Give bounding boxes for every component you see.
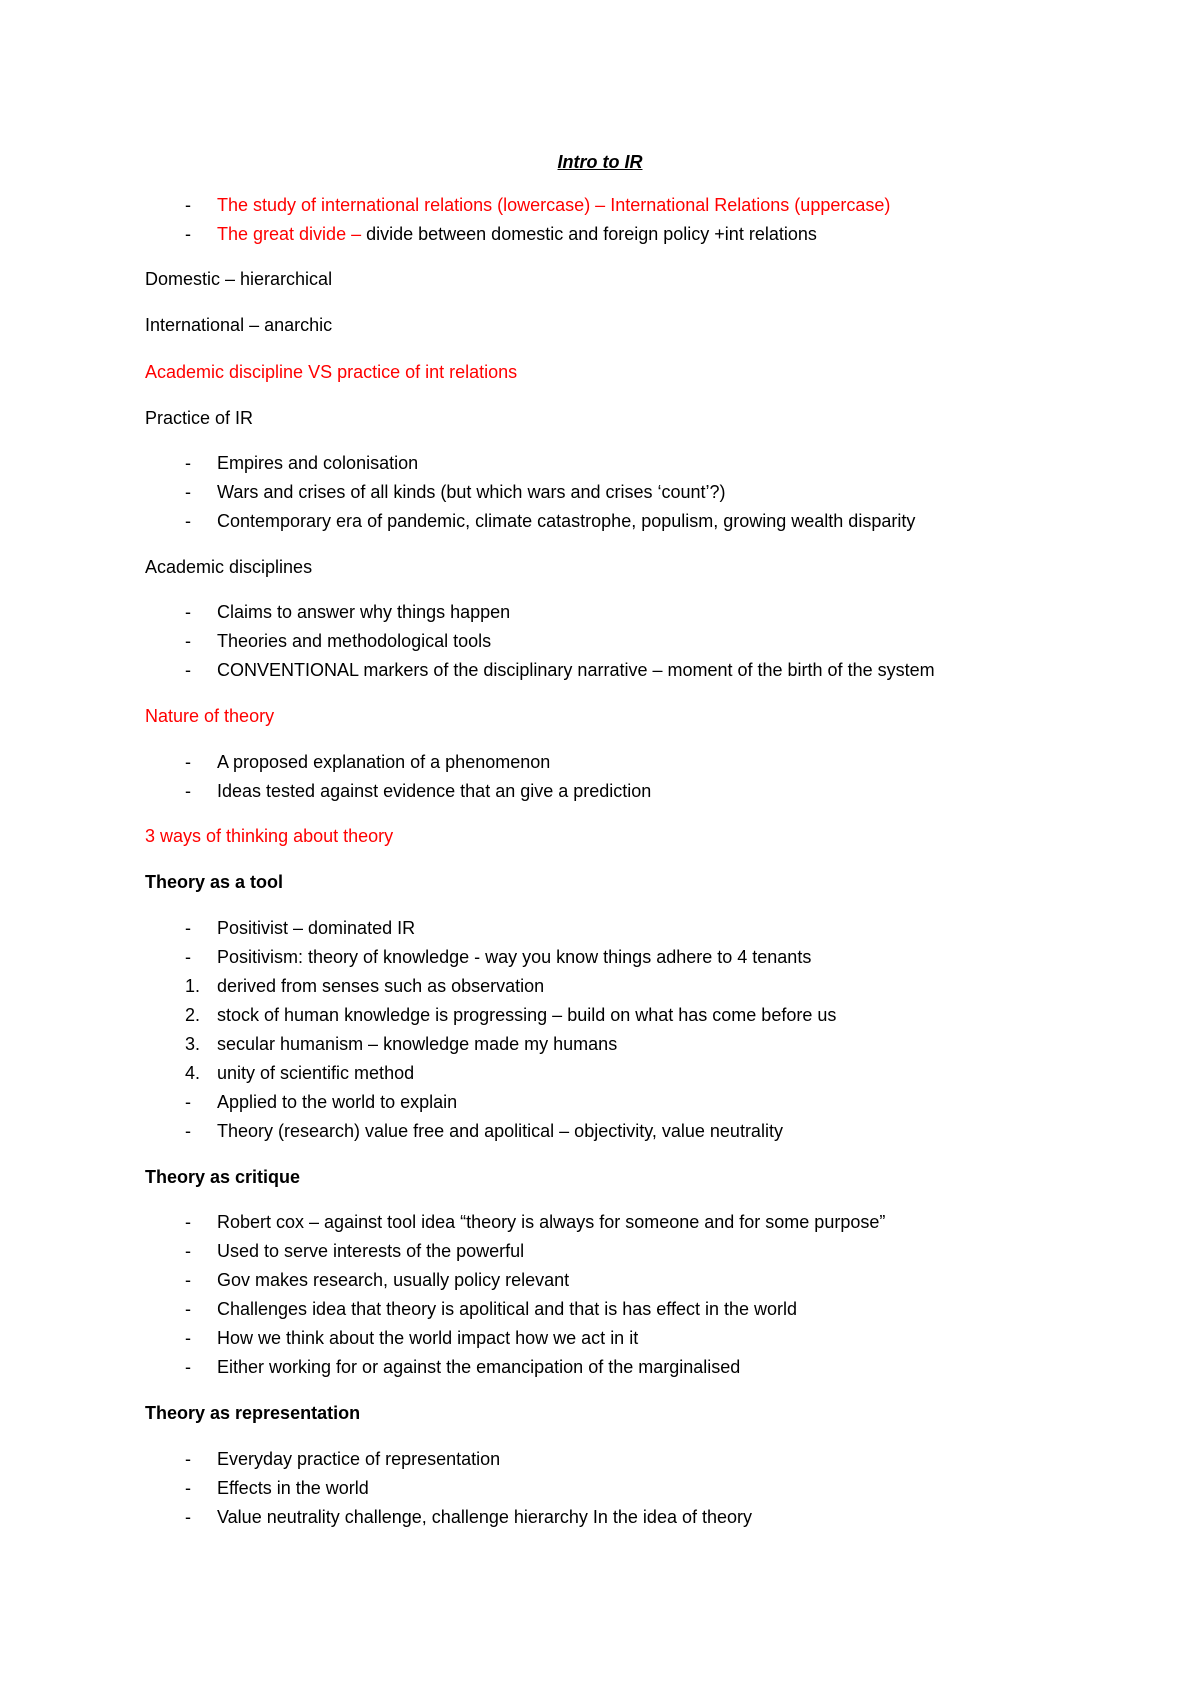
list-item-text: Either working for or against the emancipation of the marginalised <box>217 1357 741 1377</box>
list-item: - Contemporary era of pandemic, climate catastrophe, populism, growing wealth disparity <box>185 511 916 531</box>
list-item-text: Wars and crises of all kinds (but which wars and crises ‘count’?) <box>217 482 726 502</box>
list-item-text: A proposed explanation of a phenomenon <box>217 752 551 772</box>
tool-heading: Theory as a tool <box>145 872 284 892</box>
list-item: - Positivism: theory of knowledge - way you know things adhere to 4 tenants <box>185 947 812 967</box>
list-item-text: Empires and colonisation <box>217 453 419 473</box>
list-item: - Challenges idea that theory is apolitical and that is has effect in the world <box>185 1299 798 1319</box>
bullet-marker: - <box>185 224 191 244</box>
list-item-text: The great divide – <box>217 224 367 244</box>
list-item: - Value neutrality challenge, challenge hierarchy In the idea of theory <box>185 1507 753 1527</box>
list-item-text: Value neutrality challenge, challenge hierarchy In the idea of theory <box>217 1507 753 1527</box>
list-item-text: Used to serve interests of the powerful <box>217 1241 525 1261</box>
list-item-text: Effects in the world <box>217 1478 369 1498</box>
list-item-text: Gov makes research, usually policy relevant <box>217 1270 570 1290</box>
list-item-text: Theory (research) value free and apolitical – objectivity, value neutrality <box>217 1121 783 1141</box>
list-item: 1. derived from senses such as observation <box>185 976 545 996</box>
list-item-text: divide between domestic and foreign policy +int relations <box>366 224 817 244</box>
list-item: - Empires and colonisation <box>185 453 419 473</box>
list-item-text: Contemporary era of pandemic, climate catastrophe, populism, growing wealth disparity <box>217 511 916 531</box>
list-item: - Claims to answer why things happen <box>185 602 511 622</box>
list-item: - Used to serve interests of the powerful <box>185 1241 525 1261</box>
list-item: - Gov makes research, usually policy relevant <box>185 1270 570 1290</box>
document-title: Intro to IR <box>557 152 643 172</box>
list-item: - Everyday practice of representation <box>185 1449 501 1469</box>
list-item-text: Challenges idea that theory is apolitical and that is has effect in the world <box>217 1299 798 1319</box>
list-item-text: Robert cox – against tool idea “theory is always for someone and for some purpose” <box>217 1212 886 1232</box>
list-item: - A proposed explanation of a phenomenon <box>185 752 551 772</box>
list-item: - Wars and crises of all kinds (but which wars and crises ‘count’?) <box>185 482 726 502</box>
critique-heading: Theory as critique <box>145 1167 301 1187</box>
list-item: 4. unity of scientific method <box>185 1063 415 1083</box>
international-line: International – anarchic <box>145 315 333 335</box>
list-item-text: Positivism: theory of knowledge - way you know things adhere to 4 tenants <box>217 947 812 967</box>
practice-heading: Practice of IR <box>145 408 254 428</box>
list-item: - Effects in the world <box>185 1478 369 1498</box>
list-item: - Theory (research) value free and apolitical – objectivity, value neutrality <box>185 1121 783 1141</box>
academic-vs-practice-heading: Academic discipline VS practice of int relations <box>145 362 518 382</box>
list-item <box>185 222 817 246</box>
list-item: - How we think about the world impact how we act in it <box>185 1328 639 1348</box>
representation-heading: Theory as representation <box>145 1403 361 1423</box>
list-item-text: The study of international relations (lowercase) – International Relations (uppercase) <box>217 195 891 215</box>
list-item: - Ideas tested against evidence that an give a prediction <box>185 781 652 801</box>
bullet-marker: - <box>185 195 191 215</box>
list-item: - CONVENTIONAL markers of the disciplinary narrative – moment of the birth of the system <box>185 660 935 680</box>
list-item-text: Ideas tested against evidence that an give a prediction <box>217 781 652 801</box>
list-item: - Either working for or against the emancipation of the marginalised <box>185 1357 741 1377</box>
list-item: - Theories and methodological tools <box>185 631 492 651</box>
list-item-text: Claims to answer why things happen <box>217 602 511 622</box>
domestic-line: Domestic – hierarchical <box>145 269 333 289</box>
academic-heading: Academic disciplines <box>145 557 313 577</box>
list-item: - Positivist – dominated IR <box>185 918 416 938</box>
list-item-text: Applied to the world to explain <box>217 1092 458 1112</box>
list-item-text: Positivist – dominated IR <box>217 918 416 938</box>
list-item-text: How we think about the world impact how we act in it <box>217 1328 639 1348</box>
list-item: - Robert cox – against tool idea “theory is always for someone and for some purpose” <box>185 1212 886 1232</box>
list-item: - Applied to the world to explain <box>185 1092 458 1112</box>
list-item-text: secular humanism – knowledge made my humans <box>217 1034 618 1054</box>
list-item-text: Theories and methodological tools <box>217 631 492 651</box>
three-ways-heading: 3 ways of thinking about theory <box>145 826 394 846</box>
list-item-text: CONVENTIONAL markers of the disciplinary narrative – moment of the birth of the system <box>217 660 935 680</box>
list-item-text: Everyday practice of representation <box>217 1449 501 1469</box>
list-item <box>185 193 890 217</box>
list-item-text: unity of scientific method <box>217 1063 415 1083</box>
nature-heading: Nature of theory <box>145 706 275 726</box>
list-item-text: derived from senses such as observation <box>217 976 545 996</box>
list-item: 2. stock of human knowledge is progressing – build on what has come before us <box>185 1005 837 1025</box>
list-item: 3. secular humanism – knowledge made my humans <box>185 1034 618 1054</box>
list-item-text: stock of human knowledge is progressing – build on what has come before us <box>217 1005 837 1025</box>
